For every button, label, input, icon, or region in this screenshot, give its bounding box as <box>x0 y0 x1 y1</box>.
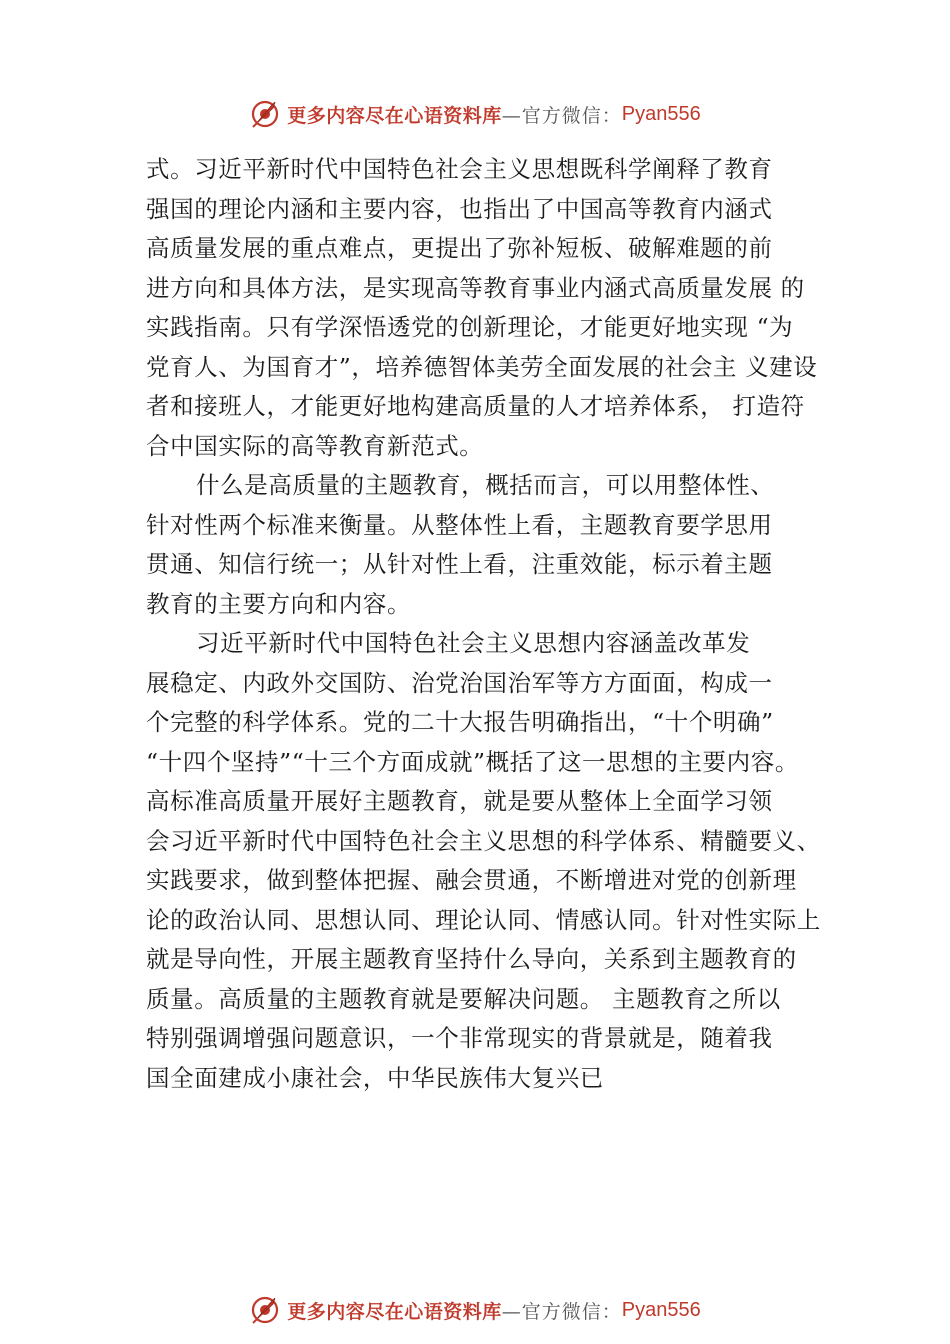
document-body <box>146 150 846 1098</box>
body-line: 实践指南。只有学深悟透党的创新理论，才能更好地实现 “为 <box>146 313 794 341</box>
banner-separator-text: —官方微信： <box>501 104 622 127</box>
body-line: 展稳定、内政外交国防、治党治国治军等方方面面，构成一 <box>146 668 773 697</box>
body-line: 国全面建成小康社会，中华民族伟大复兴已 <box>146 1063 604 1092</box>
body-line: 个完整的科学体系。党的二十大报告明确指出，“十个明确” <box>146 708 774 736</box>
banner-main-text: 更多内容尽在心语资料库 <box>287 1300 502 1323</box>
banner-wechat-id: Pyan556 <box>621 102 701 125</box>
body-line: 会习近平新时代中国特色社会主义思想的科学体系、精髓要义、 <box>146 826 821 855</box>
body-line: 实践要求，做到整体把握、融会贯通，不断增进对党的创新理 <box>146 866 797 894</box>
body-line: 进方向和具体方法，是实现高等教育事业内涵式高质量发展 的 <box>146 273 805 302</box>
footer-banner <box>0 1290 950 1330</box>
body-line: 合中国实际的高等教育新范式。 <box>146 431 484 460</box>
body-line: 者和接班人，才能更好地构建高质量的人才培养体系， 打造符 <box>146 392 805 420</box>
paragraph-start-line: 什么是高质量的主题教育，概括而言，可以用整体性、 <box>196 471 775 499</box>
body-line: 贯通、知信行统一；从针对性上看，注重效能，标示着主题 <box>146 550 773 578</box>
body-line: 党育人、为国育才”，培养德智体美劳全面发展的社会主 义建设 <box>146 352 818 381</box>
body-line: “十四个坚持”“十三个方面成就”概括了这一思想的主要内容。 <box>146 747 799 776</box>
body-line: 强国的理论内涵和主要内容，也指出了中国高等教育内涵式 <box>146 194 773 223</box>
body-line: 质量。高质量的主题教育就是要解决问题。 主题教育之所以 <box>146 984 781 1013</box>
body-line: 教育的主要方向和内容。 <box>146 589 412 618</box>
paragraph-start-line: 习近平新时代中国特色社会主义思想内容涵盖改革发 <box>196 629 751 657</box>
banner-main-text: 更多内容尽在心语资料库 <box>287 104 502 127</box>
body-line: 高质量发展的重点难点，更提出了弥补短板、破解难题的前 <box>146 234 773 262</box>
body-line: 论的政治认同、思想认同、理论认同、情感认同。针对性实际上 <box>146 905 821 934</box>
body-line: 式。习近平新时代中国特色社会主义思想既科学阐释了教育 <box>146 155 773 183</box>
body-line: 针对性两个标准来衡量。从整体性上看，主题教育要学思用 <box>146 510 773 539</box>
banner-wechat-id: Pyan556 <box>621 1298 701 1321</box>
header-banner <box>0 94 950 134</box>
quill-seal-icon <box>249 98 281 130</box>
quill-seal-icon <box>249 1294 281 1326</box>
body-line: 高标准高质量开展好主题教育，就是要从整体上全面学习领 <box>146 787 773 815</box>
body-line: 特别强调增强问题意识，一个非常现实的背景就是，随着我 <box>146 1024 773 1052</box>
body-line: 就是导向性，开展主题教育坚持什么导向，关系到主题教育的 <box>146 945 797 973</box>
banner-separator-text: —官方微信： <box>501 1300 622 1323</box>
